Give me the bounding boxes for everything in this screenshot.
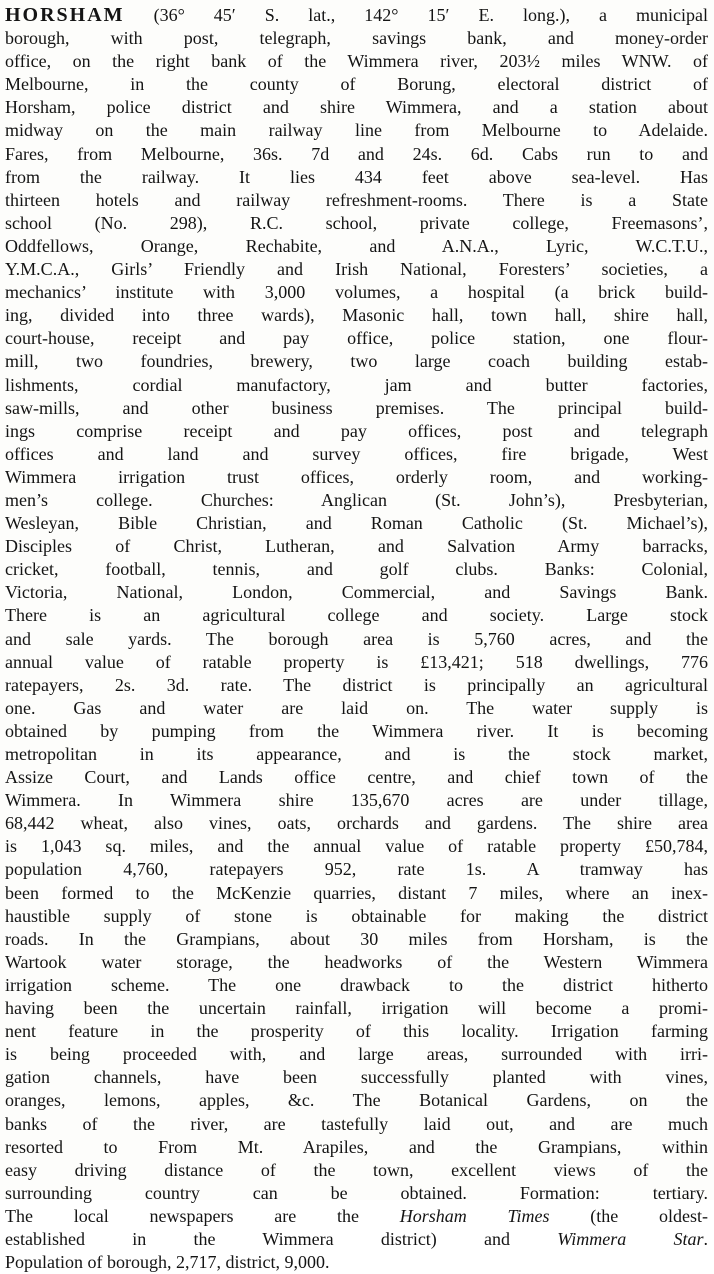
entry-line (5, 1228, 708, 1251)
entry-line (5, 4, 708, 27)
entry-line: school (No. 298), R.C. school, private college, Freemasons’, (5, 212, 708, 233)
entry-line: court-house, receipt and pay office, police station, one flour- (5, 328, 708, 349)
entry-line: Oddfellows, Orange, Rechabite, and A.N.A., Lyric, W.C.T.U., (5, 235, 708, 256)
entry-line: Horsham, police district and shire Wimmera, and a station about (5, 97, 708, 118)
entry-line: Wesleyan, Bible Christian, and Roman Catholic (St. Michael’s), (5, 513, 708, 534)
entry-line: surrounding country can be obtained. Formation: tertiary. (5, 1182, 708, 1203)
entry-line: Melbourne, in the county of Borung, electoral district of (5, 74, 708, 95)
entry-line: been formed to the McKenzie quarries, distant 7 miles, where an inex- (5, 882, 708, 903)
entry-line: haustible supply of stone is obtainable for making the district (5, 905, 708, 926)
entry-line: obtained by pumping from the Wimmera river. It is becoming (5, 720, 708, 741)
entry-line: ings comprise receipt and pay offices, post and telegraph (5, 420, 708, 441)
entry-line: 68,442 wheat, also vines, oats, orchards and gardens. The shire area (5, 813, 708, 834)
entry-line: Victoria, National, London, Commercial, and Savings Bank. (5, 582, 708, 603)
entry-line: is being proceeded with, and large areas, surrounded with irri- (5, 1044, 708, 1065)
entry-line-text: (36° 45′ S. lat., 142° 15′ E. long.), a municipal (124, 5, 708, 25)
entry-line-text: . (703, 1228, 708, 1249)
entry-line: borough, with post, telegraph, savings bank, and money-order (5, 28, 708, 49)
entry-line: saw-mills, and other business premises. The principal build- (5, 397, 708, 418)
entry-line-text: (the oldest- (549, 1205, 708, 1226)
entry-line: ratepayers, 2s. 3d. rate. The district is principally an agricultural (5, 674, 708, 695)
newspaper-title: Horsham Times (399, 1205, 550, 1226)
entry-line: Fares, from Melbourne, 36s. 7d and 24s. 6d. Cabs run to and (5, 143, 708, 164)
entry-line: Disciples of Christ, Lutheran, and Salvation Army barracks, (5, 536, 708, 557)
entry-line: from the railway. It lies 434 feet above sea-level. Has (5, 166, 708, 187)
entry-line: resorted to From Mt. Arapiles, and the Grampians, within (5, 1136, 708, 1157)
entry-line: midway on the main railway line from Melbourne to Adelaide. (5, 120, 708, 141)
entry-line: cricket, football, tennis, and golf clubs. Banks: Colonial, (5, 559, 708, 580)
gazetteer-entry (5, 4, 708, 1274)
entry-line: roads. In the Grampians, about 30 miles from Horsham, is the (5, 928, 708, 949)
entry-line: lishments, cordial manufactory, jam and butter factories, (5, 374, 708, 395)
entry-line: metropolitan in its appearance, and is the stock market, (5, 744, 708, 764)
entry-line: Wartook water storage, the headworks of the Western Wimmera (5, 951, 708, 972)
entry-line: gation channels, have been successfully planted with vines, (5, 1067, 708, 1088)
entry-line: men’s college. Churches: Anglican (St. John’s), Presbyterian, (5, 489, 708, 510)
entry-line: and sale yards. The borough area is 5,760 acres, and the (5, 628, 708, 649)
entry-line: population 4,760, ratepayers 952, rate 1s. A tramway has (5, 859, 708, 880)
entry-line: Wimmera. In Wimmera shire 135,670 acres are under tillage, (5, 790, 708, 811)
entry-line: offices and land and survey offices, fire brigade, West (5, 443, 708, 464)
newspaper-title: Wimmera Star (557, 1228, 704, 1249)
entry-line: Wimmera irrigation trust offices, orderly room, and working- (5, 466, 708, 487)
entry-line: having been the uncertain rainfall, irrigation will become a promi- (5, 998, 708, 1019)
entry-line: mechanics’ institute with 3,000 volumes, a hospital (a brick build- (5, 282, 708, 303)
entry-headword: HORSHAM (5, 4, 125, 26)
entry-line: one. Gas and water are laid on. The water supply is (5, 697, 708, 718)
entry-line: irrigation scheme. The one drawback to the district hitherto (5, 974, 708, 995)
entry-line: annual value of ratable property is £13,421; 518 dwellings, 776 (5, 651, 708, 672)
entry-line: thirteen hotels and railway refreshment-rooms. There is a State (5, 189, 708, 210)
entry-line: easy driving distance of the town, excellent views of the (5, 1159, 708, 1180)
entry-line: Y.M.C.A., Girls’ Friendly and Irish National, Foresters’ societies, a (5, 259, 708, 280)
entry-line: Assize Court, and Lands office centre, and chief town of the (5, 767, 708, 788)
entry-line: is 1,043 sq. miles, and the annual value of ratable property £50,784, (5, 836, 708, 857)
entry-line-text: established in the Wimmera district) and (5, 1228, 558, 1249)
entry-line (5, 1205, 708, 1228)
entry-line: mill, two foundries, brewery, two large coach building estab- (5, 351, 708, 372)
entry-line: nent feature in the prosperity of this locality. Irrigation farming (5, 1021, 708, 1042)
entry-line: There is an agricultural college and society. Large stock (5, 605, 708, 626)
entry-line: banks of the river, are tastefully laid out, and are much (5, 1113, 708, 1134)
entry-line: office, on the right bank of the Wimmera river, 203½ miles WNW. of (5, 51, 708, 72)
entry-line: Population of borough, 2,717, district, 9,000. (5, 1252, 330, 1273)
entry-line: ing, divided into three wards), Masonic hall, town hall, shire hall, (5, 305, 708, 326)
entry-line: oranges, lemons, apples, &c. The Botanical Gardens, on the (5, 1090, 708, 1111)
entry-line-text: The local newspapers are the (5, 1205, 400, 1226)
